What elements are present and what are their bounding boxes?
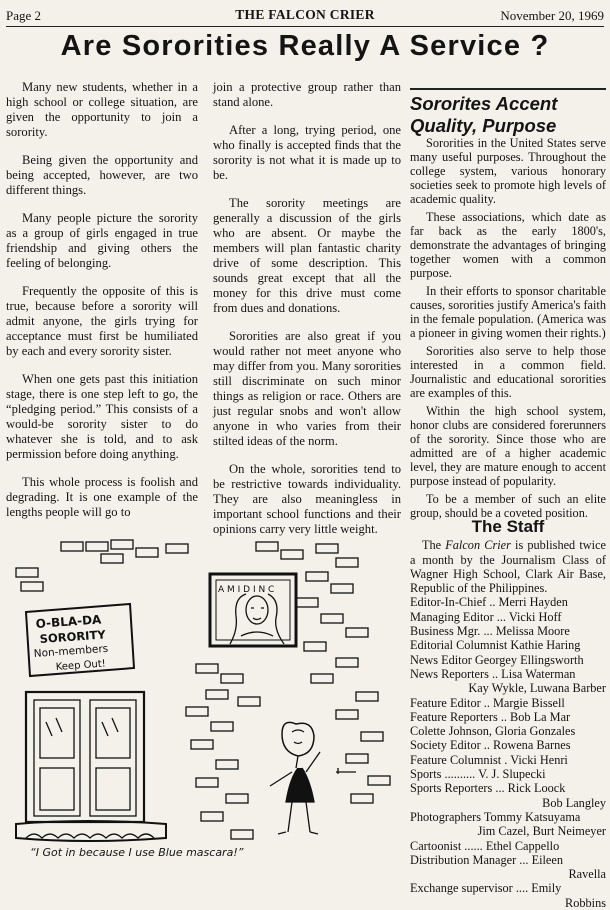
masthead [6, 6, 604, 27]
paragraph: In their efforts to sponsor charitable causes, sororities justify America's faith in the female population. (America was a pioneer in giving women their rights.) [410, 284, 606, 340]
article-column-2 [213, 80, 401, 550]
cartoon-caption: “I Got in because I use Blue mascara!” [30, 846, 244, 859]
staff-intro [410, 538, 606, 595]
cartoon-drawing [6, 532, 406, 862]
staff-line: Business Mgr. ... Melissa Moore [410, 624, 570, 639]
staff-heading: The Staff [471, 517, 545, 536]
staff-line: Ravella [568, 867, 606, 882]
staff-line: Colette Johnson, Gloria Gonzales [410, 724, 576, 739]
paragraph: Frequently the opposite of this is true, because before a sorority will admit anyone, the girls trying for acceptance must first be humiliated by each and every sorority sister. [6, 284, 198, 358]
sign-line: O-BLA-DA [35, 612, 102, 631]
paragraph: When one gets past this initiation stage, there is one step left to go, the “pledging period.” This consists of a would-be sorority sister to do whatever she is told, and to ask permission before doing anything. [6, 372, 198, 461]
staff-line: Bob Langley [542, 795, 606, 810]
sign-line: SORORITY [39, 627, 107, 646]
paper-title: Falcon Crier [445, 538, 511, 553]
staff-line: Robbins [565, 895, 606, 910]
page-number: Page 2 [6, 8, 42, 23]
staff-line: Feature Editor .. Margie Bissell [410, 695, 565, 710]
intro-text: is published twice a month by the Journalism Class of Wagner High School, Clark Air Base, Republic of the Philippines. [410, 538, 606, 596]
sign-line: Keep Out! [55, 658, 107, 673]
paragraph: Sororities are also great if you would rather not meet anyone who may differ from you. Many sororities still discriminate on such minor things as religion or race. Others are just regular snobs and won't allow anyone in who varies from their stilted ideas of the norm. [213, 329, 401, 448]
paragraph: The sorority meetings are generally a discussion of the girls who are absent. Or maybe the members will plan fantastic charity drive of some description. This sounds great except that all the money for this drive must come from dues and donations. [213, 196, 401, 315]
staff-line: Distribution Manager ... Eileen [410, 852, 563, 867]
sidebar-article [410, 136, 606, 524]
brick-pattern [16, 540, 390, 839]
staff-line: Kay Wykle, Luwana Barber [468, 681, 606, 696]
staff-line: Exchange supervisor .... Emily [410, 881, 562, 896]
paragraph: These associations, which date as far back as the early 1800's, demonstrate the advantages of bringing together women with a common purpose. [410, 210, 606, 280]
staff-box [410, 517, 606, 910]
staff-line: Managing Editor ... Vicki Hoff [410, 609, 562, 624]
staff-line: Editorial Columnist Kathie Haring [410, 638, 581, 653]
staff-line: Photographers Tommy Katsuyama [410, 809, 581, 824]
paragraph: After a long, trying period, one who finally is accepted finds that the sorority is not what it is made up to be. [213, 123, 401, 182]
window-text: A M I D I N C [218, 585, 275, 595]
staff-line: Sports .......... V. J. Slupecki [410, 767, 546, 782]
staff-line: News Editor Georgey Ellingsworth [410, 652, 584, 667]
sidebar-title: Sororites Accent Quality, Purpose [410, 93, 558, 136]
article-column-1 [6, 80, 198, 533]
staff-line: Society Editor .. Rowena Barnes [410, 738, 571, 753]
sign-line: Non-members [33, 642, 109, 660]
paragraph: Within the high school system, honor clubs are considered forerunners of the sorority. Since those who are admitted are of a higher academic level, they are mature enough to accent purpose instead of popularity. [410, 404, 606, 488]
staff-line: Editor-In-Chief .. Merri Hayden [410, 595, 568, 610]
door [26, 692, 144, 822]
staff-line: Sports Reporters ... Rick Loock [410, 781, 566, 796]
paragraph: This whole process is foolish and degrading. It is one example of the lengths people will go to [6, 475, 198, 519]
headline: Are Sororities Really A Service ? [60, 30, 550, 62]
paragraph: To be a member of such an elite group, should be a coveted position. [410, 492, 606, 520]
staff-line: Feature Reporters .. Bob La Mar [410, 709, 571, 724]
paragraph: Being given the opportunity and being accepted, however, are two different things. [6, 153, 198, 197]
cartoon [6, 532, 406, 862]
divider [410, 88, 606, 90]
staff-line: Feature Columnist . Vicki Henri [410, 752, 568, 767]
staff-list [410, 595, 606, 910]
paragraph: join a protective group rather than stand alone. [213, 80, 401, 109]
issue-date: November 20, 1969 [500, 8, 604, 23]
paragraph: On the whole, sororities tend to be restrictive towards individuality. They are also meaningless in important school functions and their opinions carry very little weight. [213, 462, 401, 536]
newspaper-name: THE FALCON CRIER [235, 7, 375, 22]
sidebar-headline [410, 88, 606, 137]
paragraph: Sororities in the United States serve many useful purposes. Throughout the college system, various honorary societies seek to promote high levels of academic quality. [410, 136, 606, 206]
paragraph: Sororities also serve to help those interested in a common field. Journalistic and educational sororities are examples of this. [410, 344, 606, 400]
staff-line: Cartoonist ...... Ethel Cappello [410, 838, 560, 853]
intro-text: The [422, 538, 446, 553]
paragraph: Many people picture the sorority as a group of girls engaged in true friendship and giving others the feeling of belonging. [6, 211, 198, 270]
paragraph: Many new students, whether in a high school or college situation, are given the opportunity to join a sorority. [6, 80, 198, 139]
girl-figure [270, 722, 320, 834]
staff-line: Jim Cazel, Burt Neimeyer [477, 824, 606, 839]
staff-line: News Reporters .. Lisa Waterman [410, 666, 576, 681]
